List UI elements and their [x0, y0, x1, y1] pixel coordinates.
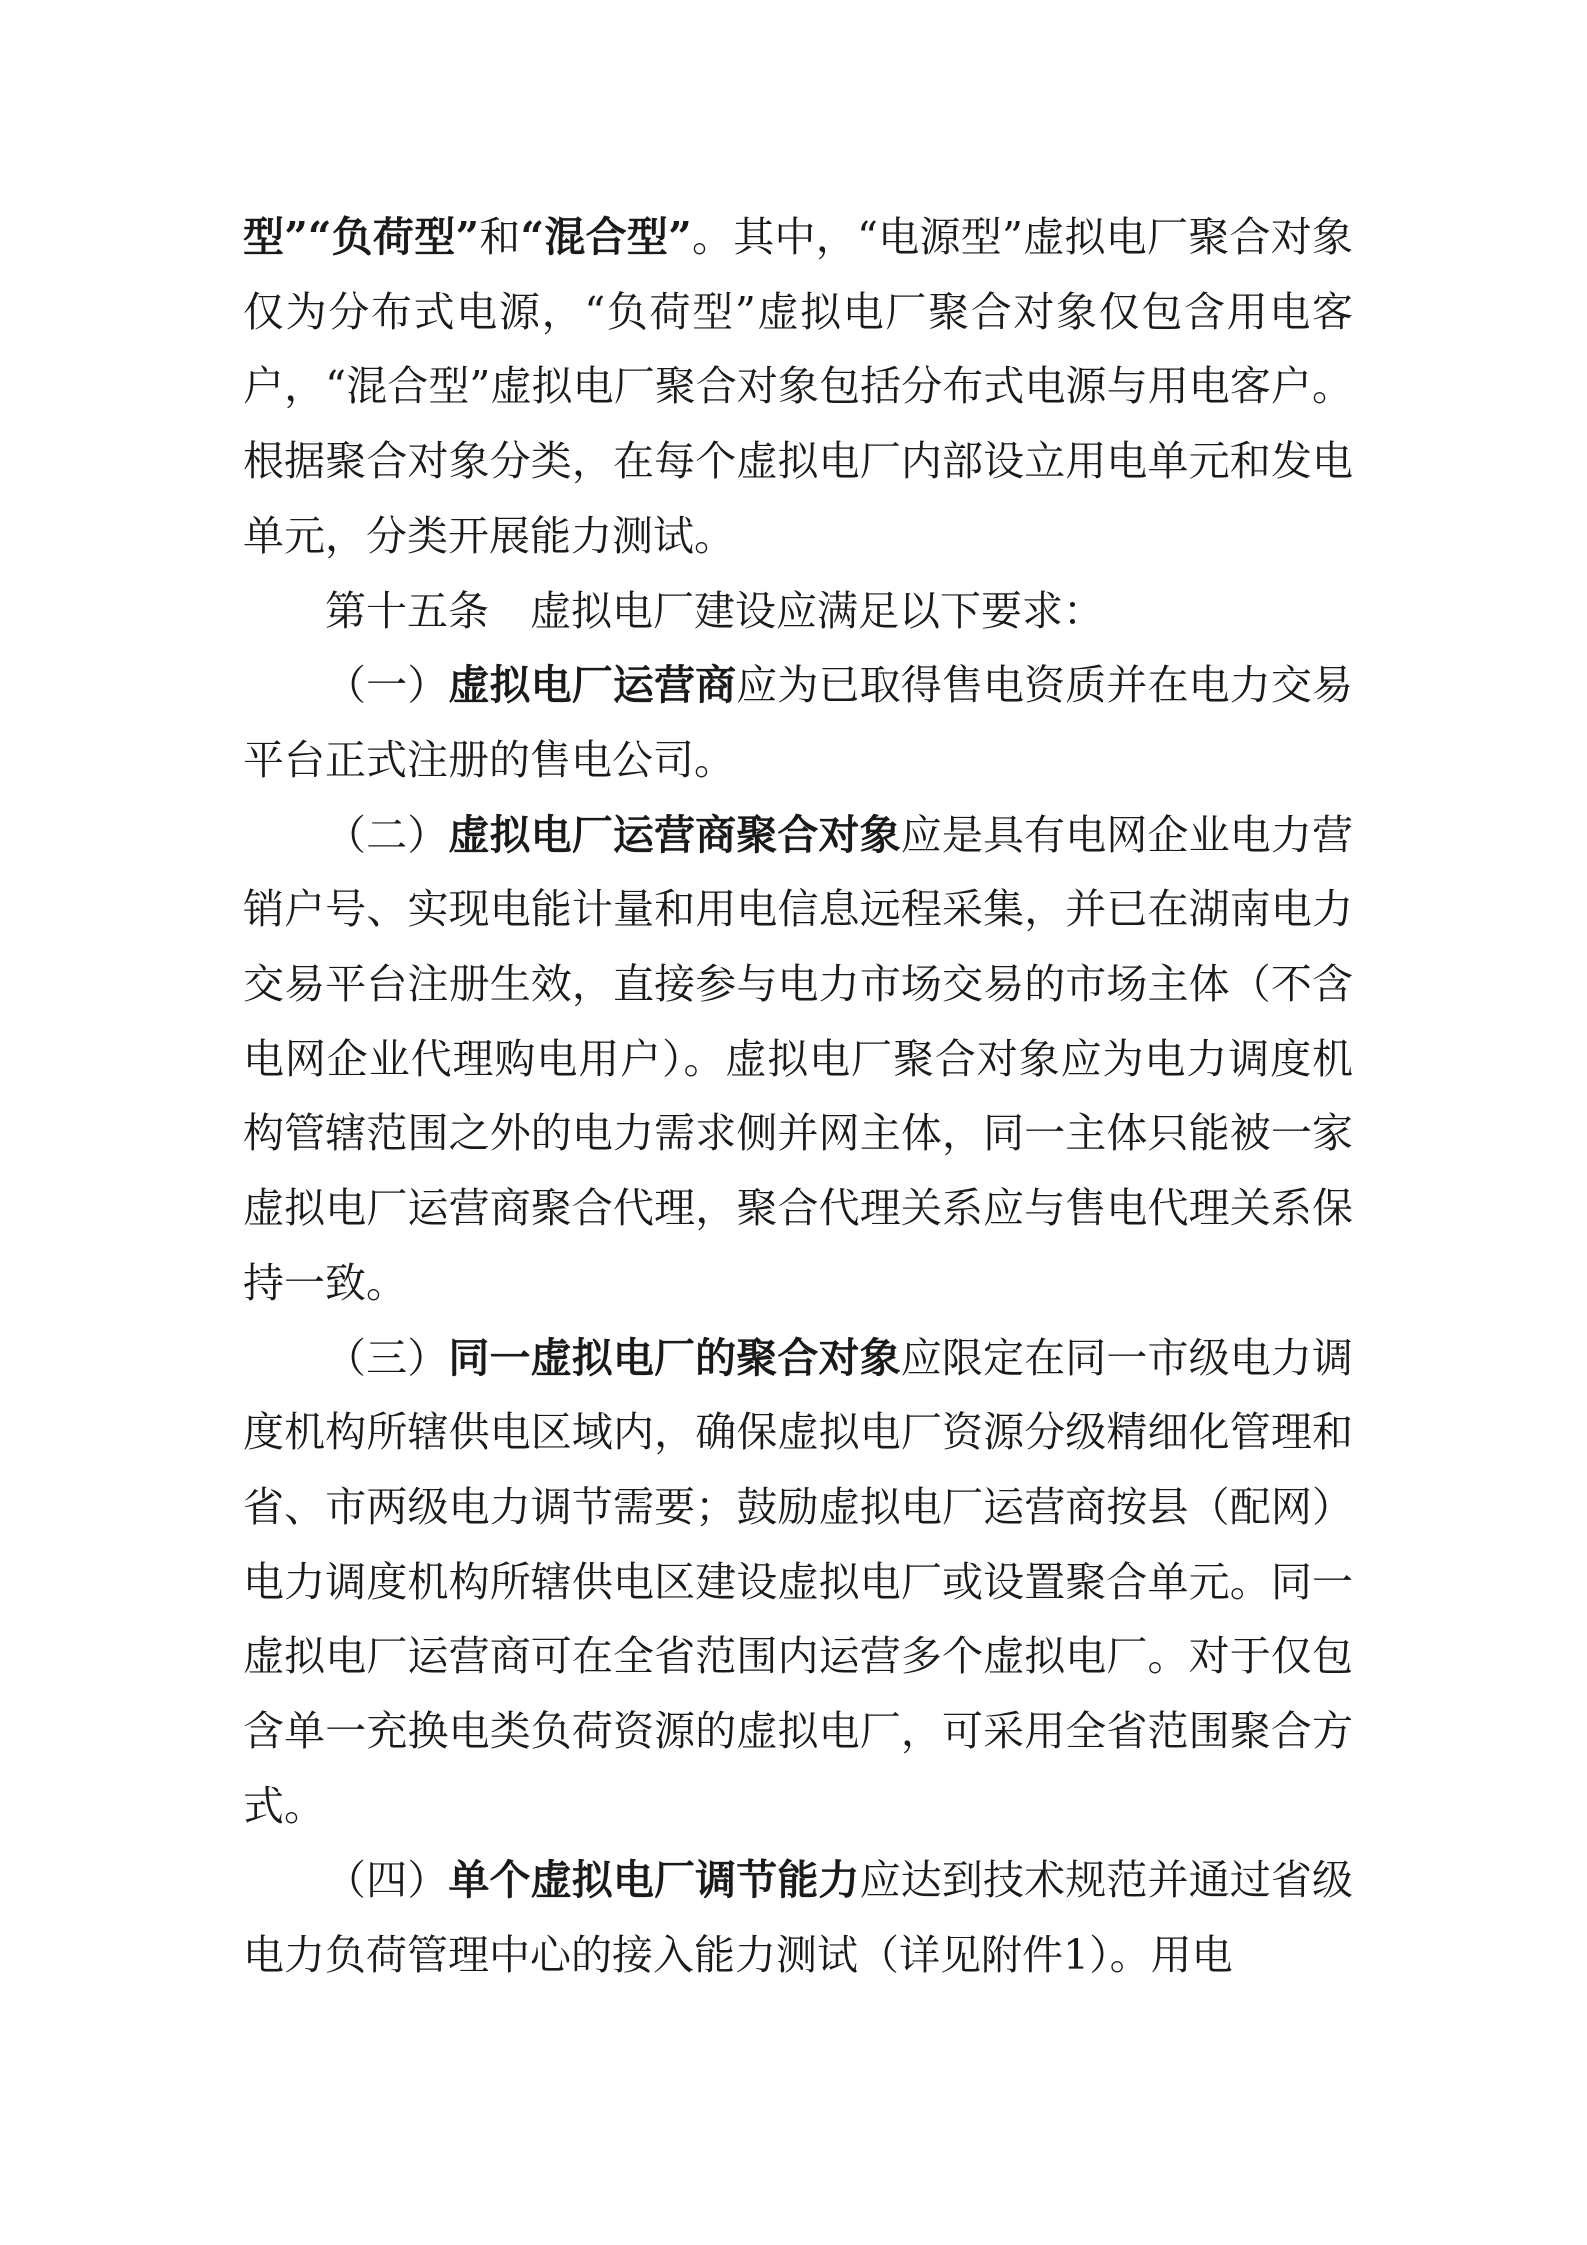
paragraph [243, 574, 1353, 649]
bold-term: 虚拟电厂运营商 [448, 661, 737, 710]
text-run: 应为已取得售电资质并在电力交易平台正式注册的售电公司。 [243, 661, 1353, 784]
text-run: 虚拟电厂建设应满足以下要求： [530, 586, 1104, 635]
text-run: （二） [325, 810, 449, 859]
bold-term: 型”“负荷型” [243, 213, 480, 261]
paragraph [243, 798, 1353, 1321]
bold-term: “混合型” [520, 213, 692, 261]
paragraph [243, 200, 1353, 574]
bold-term: 同一虚拟电厂的聚合对象 [448, 1333, 901, 1382]
text-run: 应是具有电网企业电力营销户号、实现电能计量和用电信息远程采集，并已在湖南电力交易平台注册生效，直接参与电力市场交易的市场主体（不含电网企业代理购电用户）。虚拟电厂聚合对象应为电力调度机构管辖范围之外的电力需求侧并网主体，同一主体只能被一家虚拟电厂运营商聚合代理，聚合代理关系应与售电代理关系保持一致。 [243, 810, 1353, 1307]
paragraph [243, 648, 1353, 797]
text-run: 。其中，“电源型”虚拟电厂聚合对象仅为分布式电源，“负荷型”虚拟电厂聚合对象仅包含用电客户，“混合型”虚拟电厂聚合对象包括分布式电源与用电客户。根据聚合对象分类，在每个虚拟电厂内部设立用电单元和发电单元，分类开展能力测试。 [243, 213, 1354, 560]
text-run: 应限定在同一市级电力调度机构所辖供电区域内，确保虚拟电厂资源分级精细化管理和省、市两级电力调节需要；鼓励虚拟电厂运营商按县（配网）电力调度机构所辖供电区建设虚拟电厂或设置聚合单元。同一虚拟电厂运营商可在全省范围内运营多个虚拟电厂。对于仅包含单一充换电类负荷资源的虚拟电厂，可采用全省范围聚合方式。 [243, 1333, 1353, 1830]
text-run: 应达到技术规范并通过省级电力负荷管理中心的接入能力测试（详见附件1）。用电 [243, 1856, 1353, 1980]
text-run: 和 [479, 213, 521, 261]
bold-term: 单个虚拟电厂调节能力 [448, 1856, 860, 1905]
paragraph [243, 1843, 1353, 1992]
paragraph [243, 1321, 1353, 1844]
bold-term: 虚拟电厂运营商聚合对象 [448, 810, 901, 859]
text-run: （四） [325, 1856, 449, 1905]
document-page [243, 200, 1353, 1993]
text-run: （一） [325, 661, 449, 710]
article-title: 第十五条 [325, 586, 489, 635]
text-run: （三） [325, 1333, 449, 1382]
